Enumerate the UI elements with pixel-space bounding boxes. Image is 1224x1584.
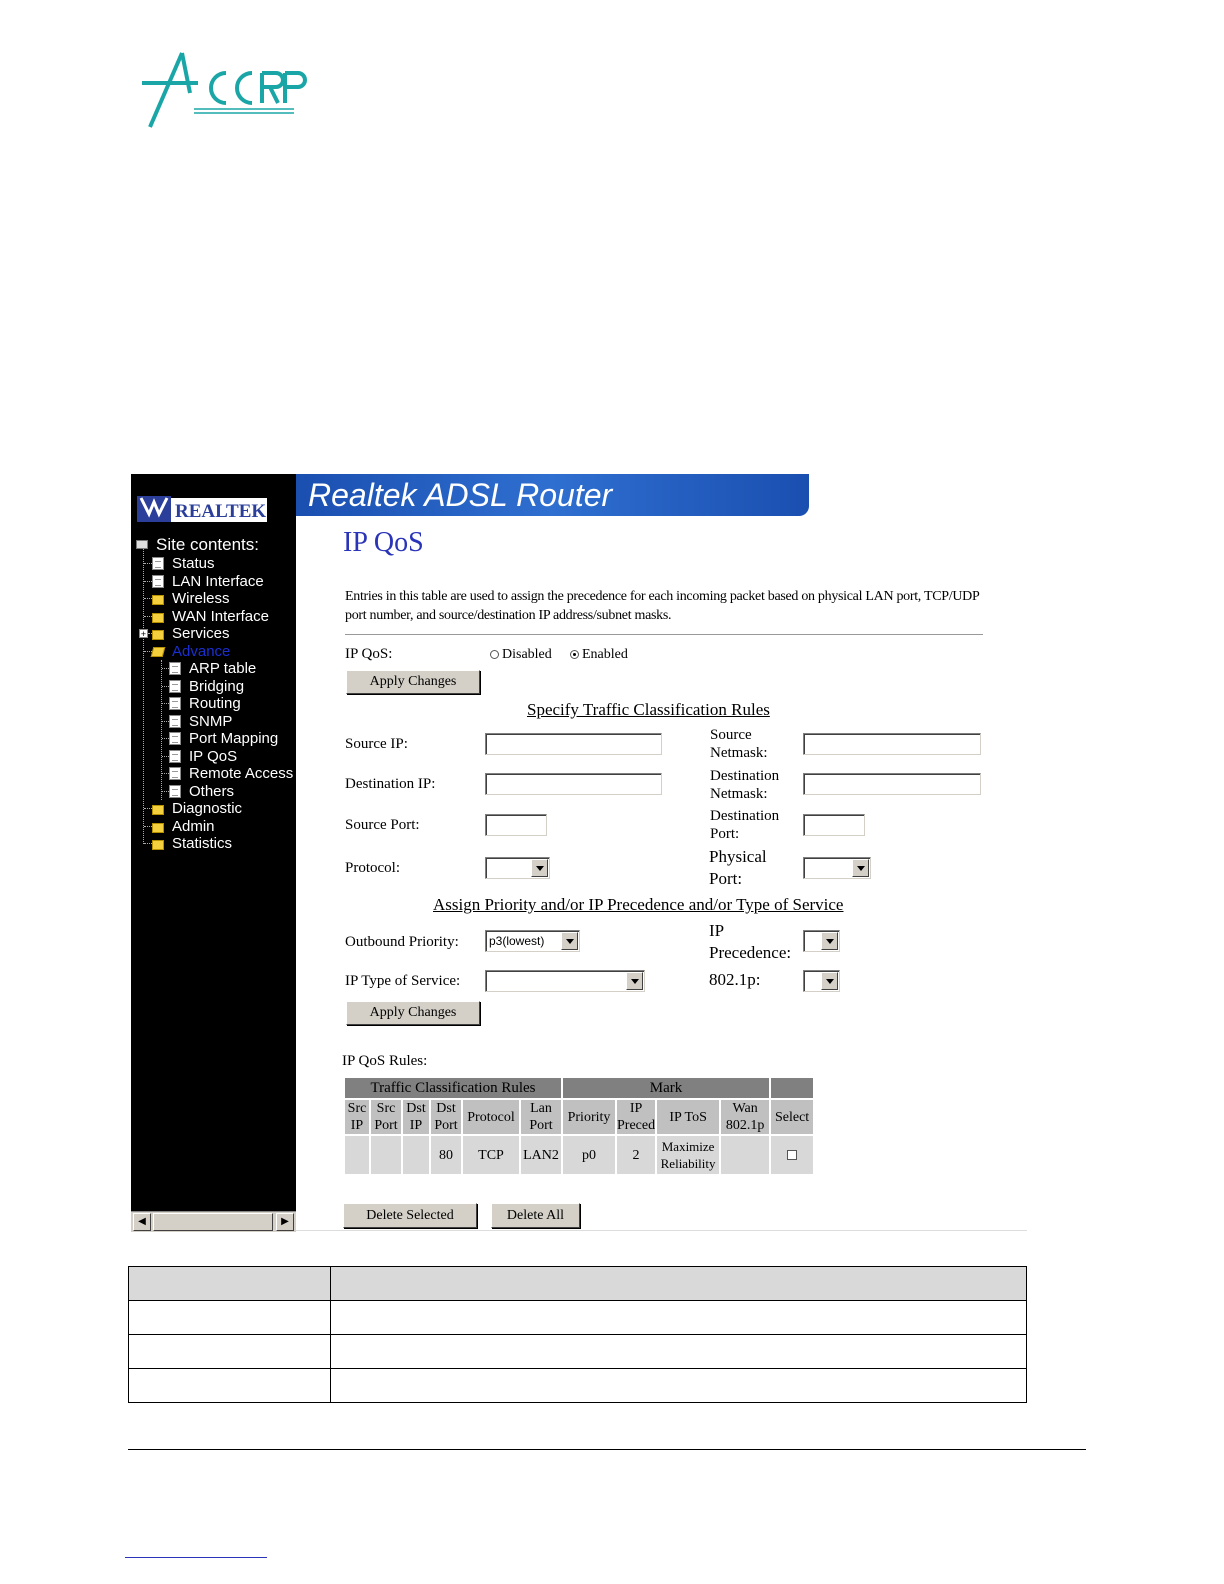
horizontal-scrollbar[interactable]	[131, 1211, 296, 1232]
destination-netmask-input[interactable]	[803, 773, 981, 795]
destination-ip-input[interactable]	[485, 773, 662, 795]
col-dst-port: Dst Port	[430, 1099, 462, 1135]
radio-disabled-control[interactable]	[490, 650, 499, 659]
radio-enabled[interactable]: Enabled	[570, 647, 628, 663]
chevron-down-icon[interactable]	[852, 859, 869, 877]
cell-src-port	[370, 1135, 402, 1175]
file-icon	[169, 697, 181, 710]
col-src-port: Src Port	[370, 1099, 402, 1135]
ipqos-label: IP QoS:	[345, 646, 393, 662]
col-select: Select	[770, 1099, 814, 1135]
qos-rules-table	[343, 1076, 815, 1176]
select-checkbox[interactable]	[787, 1150, 797, 1160]
cell-dst-ip	[402, 1135, 430, 1175]
delete-all-button[interactable]: Delete All	[491, 1203, 580, 1228]
cell-dst-port: 80	[430, 1135, 462, 1175]
col-priority: Priority	[562, 1099, 616, 1135]
sidebar-item-snmp[interactable]: SNMP	[169, 713, 232, 730]
col-ip-preced: IP Preced	[617, 1101, 656, 1133]
sidebar-item-others[interactable]: Others	[169, 783, 234, 800]
file-icon	[169, 715, 181, 728]
table-row	[129, 1369, 1027, 1403]
group-header-traffic: Traffic Classification Rules	[344, 1077, 562, 1099]
folder-icon	[152, 630, 164, 640]
sidebar-item-services[interactable]: Services	[152, 625, 230, 642]
sidebar-item-statistics[interactable]: Statistics	[152, 835, 232, 852]
dot1p-label: 802.1p:	[709, 970, 761, 989]
file-icon	[169, 785, 181, 798]
cell-ip-tos: Maximize Reliability	[656, 1135, 720, 1175]
folder-icon	[152, 613, 164, 623]
sidebar-item-bridging[interactable]: Bridging	[169, 678, 244, 695]
chevron-down-icon[interactable]	[561, 932, 578, 950]
acorp-logo	[140, 45, 310, 130]
source-ip-label: Source IP:	[345, 736, 408, 752]
sidebar-item-diagnostic[interactable]: Diagnostic	[152, 800, 242, 817]
description-table	[128, 1266, 1027, 1403]
group-header-select	[770, 1077, 814, 1099]
file-icon	[169, 662, 181, 675]
sidebar-item-status[interactable]: Status	[152, 555, 215, 572]
sidebar-item-wireless[interactable]: Wireless	[152, 590, 230, 607]
radio-disabled[interactable]: Disabled	[490, 647, 552, 663]
router-screenshot	[131, 474, 1027, 1231]
file-icon	[152, 557, 164, 570]
expand-icon[interactable]: +	[140, 629, 147, 639]
sidebar-item-admin[interactable]: Admin	[152, 818, 215, 835]
chevron-down-icon[interactable]	[626, 972, 643, 990]
sidebar-item-wan-interface[interactable]: WAN Interface	[152, 608, 269, 625]
scroll-left-icon[interactable]: ◀	[133, 1213, 151, 1231]
site-icon	[136, 540, 148, 549]
source-port-label: Source Port:	[345, 817, 420, 833]
apply-changes-button-2[interactable]: Apply Changes	[346, 1001, 480, 1025]
col-dst-ip: Dst IP	[402, 1099, 430, 1135]
cell-select[interactable]	[770, 1135, 814, 1175]
destination-port-input[interactable]	[803, 814, 865, 836]
delete-selected-button[interactable]: Delete Selected	[343, 1203, 477, 1228]
folder-icon	[152, 595, 164, 605]
svg-text:REALTEK: REALTEK	[175, 501, 267, 522]
protocol-label: Protocol:	[345, 860, 400, 876]
physical-port-select[interactable]	[803, 857, 871, 879]
physical-port-label: Physical Port:	[709, 847, 767, 888]
dot1p-select[interactable]	[803, 970, 840, 992]
sidebar-item-advance[interactable]: Advance	[152, 643, 230, 660]
ip-precedence-label: IP Precedence:	[709, 921, 792, 962]
folder-icon	[152, 805, 164, 815]
source-ip-input[interactable]	[485, 733, 662, 755]
page-description: Entries in this table are used to assign the precedence for each incoming packet based on physical LAN port, TCP/UDP port number, and source/destination IP address/subnet masks.	[345, 589, 979, 623]
page-title: IP QoS	[343, 527, 424, 558]
table-row	[344, 1135, 814, 1175]
site-contents-header: Site contents:	[136, 536, 259, 553]
radio-enabled-control[interactable]	[570, 650, 579, 659]
chevron-down-icon[interactable]	[821, 932, 838, 950]
scrollbar-thumb[interactable]	[153, 1213, 273, 1231]
divider	[296, 1230, 1027, 1231]
chevron-down-icon[interactable]	[821, 972, 838, 990]
ipqos-rules-label: IP QoS Rules:	[342, 1053, 428, 1069]
destination-ip-label: Destination IP:	[345, 776, 436, 792]
cell-wan-8021p	[720, 1135, 770, 1175]
open-folder-icon	[151, 647, 166, 657]
sidebar-item-arp-table[interactable]: ARP table	[169, 660, 256, 677]
scroll-right-icon[interactable]: ▶	[276, 1213, 294, 1231]
sidebar-item-ip-qos[interactable]: IP QoS	[169, 748, 237, 765]
protocol-select[interactable]	[485, 857, 550, 879]
col-ip-tos: IP ToS	[656, 1099, 720, 1135]
banner-title: Realtek ADSL Router	[308, 477, 613, 513]
section-traffic-rules-title: Specify Traffic Classification Rules	[527, 700, 770, 719]
apply-changes-button[interactable]: Apply Changes	[346, 670, 480, 694]
file-icon	[152, 575, 164, 588]
col-wan-8021p: Wan 802.1p	[720, 1099, 770, 1135]
col-lan-port: Lan Port	[520, 1099, 562, 1135]
destination-netmask-label: Destination Netmask:	[710, 768, 780, 802]
realtek-logo	[137, 488, 269, 524]
section-priority-title: Assign Priority and/or IP Precedence and/or Type of Service	[433, 895, 844, 914]
chevron-down-icon[interactable]	[531, 859, 548, 877]
file-icon	[169, 750, 181, 763]
ip-precedence-select[interactable]	[803, 930, 840, 952]
col-protocol: Protocol	[462, 1099, 520, 1135]
sidebar-item-routing[interactable]: Routing	[169, 695, 241, 712]
cell-protocol: TCP	[462, 1135, 520, 1175]
sidebar-item-remote-access[interactable]: Remote Access	[169, 765, 293, 782]
divider	[345, 634, 983, 635]
file-icon	[169, 732, 181, 745]
outbound-priority-label: Outbound Priority:	[345, 934, 459, 950]
file-icon	[169, 680, 181, 693]
ip-tos-select[interactable]	[485, 970, 645, 992]
cell-priority: p0	[562, 1135, 616, 1175]
outbound-priority-select[interactable]: p3(lowest)	[485, 930, 580, 952]
source-netmask-label: Source Netmask:	[710, 727, 768, 761]
col-src-ip: Src IP	[344, 1099, 370, 1135]
group-header-mark: Mark	[562, 1077, 770, 1099]
cell-ip-preced: 2	[616, 1135, 656, 1175]
cell-lan-port: LAN2	[520, 1135, 562, 1175]
folder-icon	[152, 823, 164, 833]
source-netmask-input[interactable]	[803, 733, 981, 755]
footer-link-underline[interactable]	[125, 1557, 267, 1558]
cell-src-ip	[344, 1135, 370, 1175]
table-row	[129, 1301, 1027, 1335]
folder-icon	[152, 840, 164, 850]
sidebar	[131, 474, 296, 1231]
sidebar-item-port-mapping[interactable]: Port Mapping	[169, 730, 278, 747]
source-port-input[interactable]	[485, 814, 547, 836]
table-row	[129, 1335, 1027, 1369]
table-row	[129, 1267, 1027, 1301]
file-icon	[169, 767, 181, 780]
destination-port-label: Destination Port:	[710, 808, 780, 842]
sidebar-item-lan-interface[interactable]: LAN Interface	[152, 573, 264, 590]
ip-tos-label: IP Type of Service:	[345, 973, 461, 989]
footer-divider	[128, 1449, 1086, 1450]
header-banner	[296, 474, 809, 516]
